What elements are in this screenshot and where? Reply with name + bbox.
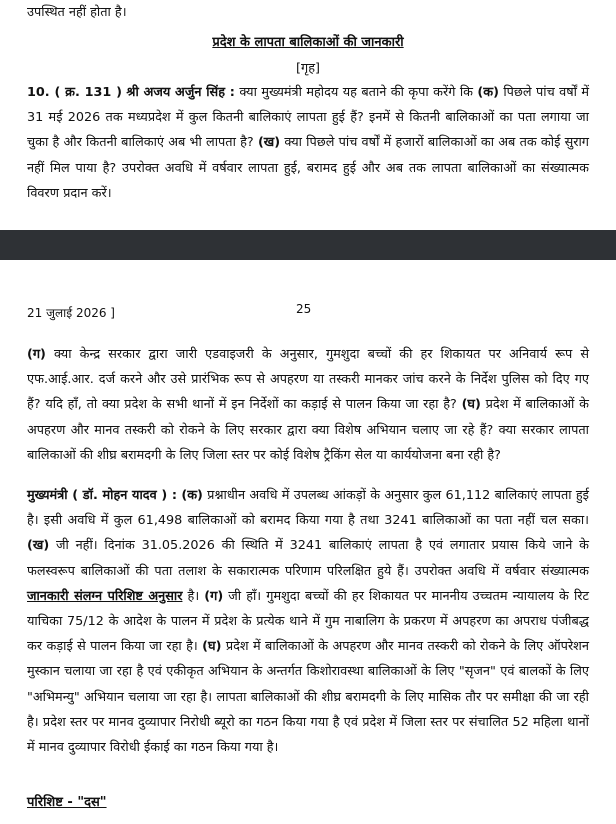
part-g-text: क्या केन्द्र सरकार द्वारा जारी एडवाइजरी के अनुसार, गुमशुदा बच्चों की हर शिकायत पर अनिवार्य रूप से एफ.आई.आर. दर्ज करने और उसे प्रारंभिक रूप से अपहरण या तस्करी मानकर जांच करने के निर्देश पुलिस को दिए गए हैं? यदि हाँ, तो क्या प्रदेश के सभी थानों में इन निर्देशों का कड़ाई से पालन किया जा रहा है? xyxy=(27,347,589,413)
part-kh-label: (ख) xyxy=(257,135,281,151)
question-intro: क्या मुख्यमंत्री महोदय यह बताने की कृपा करेंगे कि xyxy=(239,85,473,100)
answer-kh-text: जी नहीं। दिनांक 31.05.2026 की स्थिति में 3241 बालिकाएं लापता है एवं लगातार प्रयास किये जाने के फलस्वरूप बालिकाओं की पता तलाश के सकारात्मक परिणाम परिलक्षित हुये हैं। उपरोक्त अवधि में वर्षवार संख्यात्मक xyxy=(27,538,589,579)
answer-g-text: जी हाँ। गुमशुदा बच्चों की हर शिकायत पर माननीय उच्चतम न्यायालय के रिट याचिका 75/12 के आदेश के पालन में प्रदेश के प्रत्येक थाने में गुम नाबालिग के प्रकरण में अपहरण का अपराध पंजीबद्ध कर कड़ाई से पालन किया जा रहा है। xyxy=(27,588,589,655)
question-text xyxy=(27,80,589,206)
answer-speaker: मुख्यमंत्री ( डॉ. मोहन यादव ) : xyxy=(27,488,178,503)
answer-g-label: (ग) xyxy=(204,588,224,604)
part-k-label: (क) xyxy=(477,85,499,100)
answer-gh-text: प्रदेश में बालिकाओं के अपहरण और मानव तस्करी को रोकने के लिए ऑपरेशन मुस्कान चलाया जा रहा है एवं एकीकृत अभियान के अन्तर्गत किशोरावस्था बालिकाओं के लिए "सृजन" एवं बालकों के लिए "अभिमन्यु" अभियान चलाया जा रहा है। लापता बालिकाओं की शीघ्र बरामदगी के लिए मासिक तौर पर समीक्षा की जा रही है। प्रदेश स्तर पर मानव दुव्यापार निरोधी ब्यूरो का गठन किया गया है एवं प्रदेश में जिला स्तर पर संचालित 52 महिला थानों में मानव दुव्यापार विरोधी ईकाई का गठन किया गया है। xyxy=(27,639,589,756)
answer-text xyxy=(27,483,589,760)
part-g-label: (ग) xyxy=(27,347,46,362)
member-name: श्री अजय अर्जुन सिंह : xyxy=(126,85,235,100)
part-gh-label: (घ) xyxy=(461,397,481,413)
attachment-suffix: है। xyxy=(187,588,200,604)
answer-kh-label: (ख) xyxy=(27,538,50,554)
question-continuation xyxy=(27,342,589,468)
question-number: 10. ( क्र. 131 ) xyxy=(27,85,122,100)
page-header-date: 21 जुलाई 2026 ] xyxy=(27,306,115,320)
answer-k-label: (क) xyxy=(181,488,203,503)
department-label: [गृह] xyxy=(296,61,320,76)
previous-answer-tail: उपस्थित नहीं होता है। xyxy=(27,5,127,20)
attachment-reference: जानकारी संलग्न परिशिष्ट अनुसार xyxy=(27,588,183,604)
document-page-1 xyxy=(0,0,616,230)
part-k-text: पिछले पांच वर्षों में 31 मई 2026 तक मध्यप्रदेश में कुल कितनी बालिकाएं लापता हुई हैं? इनमें से कितनी बालिकाओं का पता लगाया जा चुका है और कितनी बालिकाएं अब भी लापता है? xyxy=(27,85,589,151)
document-page-2 xyxy=(0,260,616,824)
appendix-title: परिशिष्ट - "दस" xyxy=(27,795,107,810)
question-title: प्रदेश के लापता बालिकाओं की जानकारी xyxy=(212,35,404,50)
answer-k-text: प्रश्नाधीन अवधि में उपलब्ध आंकड़ों के अनुसार कुल 61,112 बालिकाएं लापता हुई है। इसी अवधि में कुल 61,498 बालिकाओं को बरामद किया गया है तथा 3241 बालिकाओं का पता नहीं चल सका। xyxy=(27,488,589,529)
page-number: 25 xyxy=(296,302,312,316)
part-kh-text: क्या पिछले पांच वर्षों में हजारों बालिकाओं का अब तक कोई सुराग नहीं मिल पाया है? उपरोक्त अवधि में वर्षवार लापता हुई, बरामद हुई और अब तक लापता बालिकाओं का संख्यात्मक विवरण प्रदान करें। xyxy=(27,135,589,201)
answer-gh-label: (घ) xyxy=(202,639,222,655)
page-separator xyxy=(0,230,616,260)
part-gh-text: प्रदेश में बालिकाओं के अपहरण और मानव तस्करी को रोकने के लिए सरकार द्वारा क्या विशेष अभियान चलाए जा रहे हैं? क्या सरकार लापता बालिकाओं की शीघ्र बरामदगी के लिए जिला स्तर पर कोई विशेष ट्रैकिंग सेल या कार्ययोजना बना रही है? xyxy=(27,397,589,463)
